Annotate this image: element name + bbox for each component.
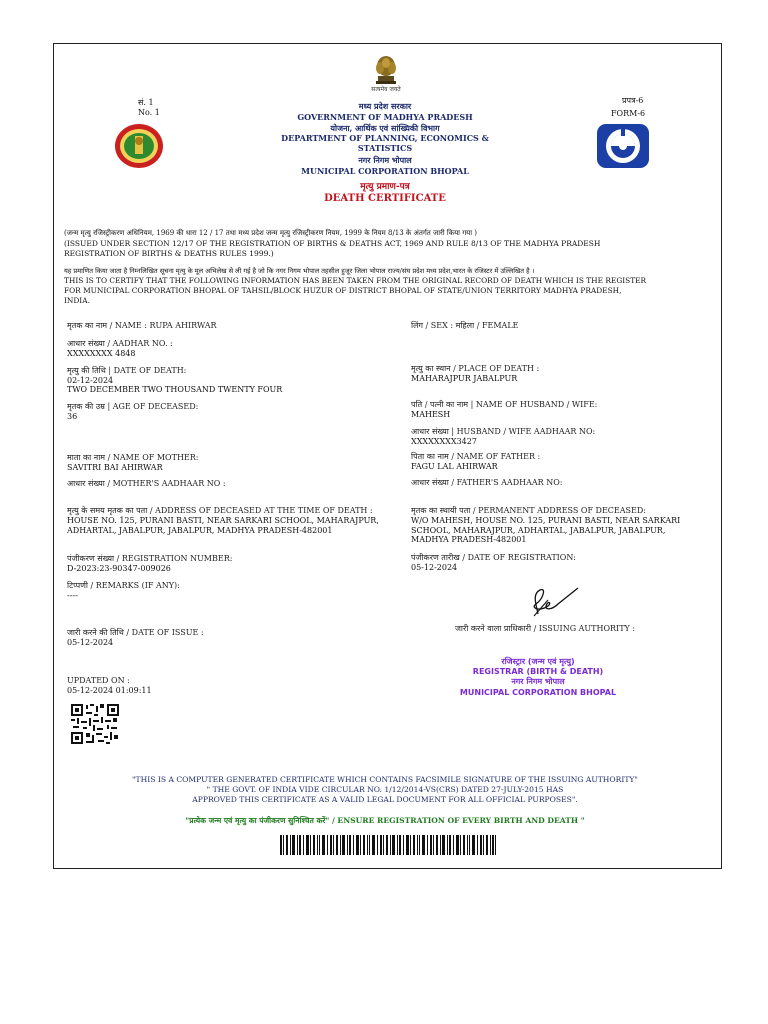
place-value: MAHARAJPUR JABALPUR <box>411 374 518 383</box>
corp-hi: नगर निगम भोपाल <box>358 155 412 165</box>
reg-no-label: पंजीकरण संख्या / REGISTRATION NUMBER: <box>67 554 233 563</box>
state-gov-en: GOVERNMENT OF MADHYA PRADESH <box>297 112 473 122</box>
act-hi: (जन्म मृत्यु रजिस्ट्रीकरण अधिनियम, 1969 की धारा 12 / 17 तथा मध्य प्रदेश जन्म मृत्यु रजिस्ट्रीकरण नियम, 1999 के नियम 8/13 के अंतर्गत जारी किया गया ) <box>64 229 477 237</box>
reg-date-value: 05-12-2024 <box>411 563 458 572</box>
mother-value: SAVITRI BAI AHIRWAR <box>67 463 163 472</box>
emblem-motto: सत्यमेव जयते <box>371 86 401 93</box>
serial-number-hi: सं. 1 <box>138 98 154 107</box>
footer-slogan: "प्रत्येक जन्म एवं मृत्यु का पंजीकरण सुनिश्चित करें" / ENSURE REGISTRATION OF EVERY BIRTH AND DEATH " <box>185 816 585 825</box>
name-field: मृतक का नाम / NAME : RUPA AHIRWAR <box>67 321 217 330</box>
crs-logo-icon <box>595 122 651 170</box>
qr-code-icon <box>70 703 120 745</box>
reg-no-value: D-2023:23-90347-009026 <box>67 564 171 573</box>
footer-note-2: " THE GOVT. OF INDIA VIDE CIRCULAR NO. 1/12/2014-VS(CRS) DATED 27-JULY-2015 HAS <box>206 785 564 794</box>
registrar-line-4: MUNICIPAL CORPORATION BHOPAL <box>459 688 617 697</box>
aadhar-label: आधार संख्या / AADHAR NO. : <box>67 339 173 348</box>
address-line-2: ADHARTAL, JABALPUR, JABALPUR, MADHYA PRADESH-482001 <box>67 526 333 535</box>
perm-address-line-1: W/O MAHESH, HOUSE NO. 125, PURANI BASTI, NEAR SARKARI <box>411 516 681 525</box>
remarks-label: टिप्पणी / REMARKS (IF ANY): <box>67 581 180 590</box>
address-line-1: HOUSE NO. 125, PURANI BASTI, NEAR SARKARI SCHOOL, MAHARAJPUR, <box>67 516 379 525</box>
updated-value: 05-12-2024 01:09:11 <box>67 686 152 695</box>
father-aadhaar-label: आधार संख्या / FATHER'S AADHAAR NO: <box>411 478 563 487</box>
title-hi: मृत्यु प्रमाण-पत्र <box>360 182 410 192</box>
issuing-authority-label: जारी करने वाला प्राधिकारी / ISSUING AUTHORITY : <box>455 624 636 633</box>
dod-value: 02-12-2024 <box>67 376 114 385</box>
registrar-line-3: नगर निगम भोपाल <box>511 677 565 686</box>
dept-en-1: DEPARTMENT OF PLANNING, ECONOMICS & <box>281 133 489 143</box>
barcode-icon <box>280 835 496 855</box>
spouse-label: पति / पत्नी का नाम | NAME OF HUSBAND / WIFE: <box>411 400 598 409</box>
mother-label: माता का नाम / NAME OF MOTHER: <box>67 453 199 462</box>
perm-address-label: मृतक का स्थायी पता / PERMANENT ADDRESS OF DECEASED: <box>411 506 646 515</box>
form-number-en: FORM-6 <box>611 109 646 118</box>
footer-note-3: APPROVED THIS CERTIFICATE AS A VALID LEGAL DOCUMENT FOR ALL OFFICIAL PURPOSES". <box>192 795 578 804</box>
issue-date-value: 05-12-2024 <box>67 638 114 647</box>
address-label: मृत्यु के समय मृतक का पता / ADDRESS OF DECEASED AT THE TIME OF DEATH : <box>67 506 373 515</box>
footer-note-1: "THIS IS A COMPUTER GENERATED CERTIFICATE WHICH CONTAINS FACSIMILE SIGNATURE OF THE ISSUING AUTHORITY" <box>132 775 638 784</box>
title-en: DEATH CERTIFICATE <box>324 193 446 204</box>
father-value: FAGU LAL AHIRWAR <box>411 462 498 471</box>
age-label: मृतक की उम्र | AGE OF DECEASED: <box>67 402 199 411</box>
reg-date-label: पंजीकरण तारीख / DATE OF REGISTRATION: <box>411 553 576 562</box>
certify-en-1: THIS IS TO CERTIFY THAT THE FOLLOWING INFORMATION HAS BEEN TAKEN FROM THE ORIGINAL RECORD OF DEATH WHICH IS THE REGISTER <box>64 276 647 285</box>
spouse-aadhaar-value: XXXXXXXX3427 <box>411 437 477 446</box>
age-value: 36 <box>67 412 78 421</box>
certify-hi: यह प्रमाणित किया जाता है निम्नलिखित सूचना मृत्यु के मूल अभिलेख से ली गई है जो कि नगर निगम भोपाल तहसील हुजूर जिला भोपाल राज्य/संघ प्रदेश मध्य प्रदेश,भारत के रजिस्टर में उल्लिखित है । <box>64 267 535 275</box>
father-label: पिता का नाम / NAME OF FATHER : <box>411 452 541 461</box>
state-gov-hi: मध्य प्रदेश सरकार <box>358 101 412 111</box>
dept-en-2: STATISTICS <box>357 143 413 153</box>
issue-date-label: जारी करने की तिथि / DATE OF ISSUE : <box>67 628 204 637</box>
perm-address-line-3: MADHYA PRADESH-482001 <box>411 535 527 544</box>
sex-field: लिंग / SEX : महिला / FEMALE <box>411 321 519 330</box>
spouse-value: MAHESH <box>411 410 451 419</box>
corp-en: MUNICIPAL CORPORATION BHOPAL <box>301 166 469 176</box>
act-en-1: (ISSUED UNDER SECTION 12/17 OF THE REGISTRATION OF BIRTHS & DEATHS ACT, 1969 AND RULE 8/13 OF THE MADHYA PRADESH <box>64 239 601 248</box>
form-number-hi: प्रपत्र-6 <box>622 96 644 105</box>
aadhar-value: XXXXXXXX 4848 <box>67 349 136 358</box>
dod-label: मृत्यु की तिथि | DATE OF DEATH: <box>67 366 187 375</box>
place-label: मृत्यु का स्थान / PLACE OF DEATH : <box>411 364 540 373</box>
spouse-aadhaar-label: आधार संख्या | HUSBAND / WIFE AADHAAR NO: <box>411 427 596 436</box>
dept-hi: योजना, आर्थिक एवं सांख्यिकी विभाग <box>330 123 440 133</box>
registrar-line-1: रजिस्ट्रार (जन्म एवं मृत्यु) <box>501 657 575 666</box>
signature-icon <box>518 584 582 618</box>
mp-seal-icon <box>114 123 164 169</box>
updated-label: UPDATED ON : <box>67 676 130 685</box>
certify-en-3: INDIA. <box>64 296 90 305</box>
dod-words: TWO DECEMBER TWO THOUSAND TWENTY FOUR <box>67 385 283 394</box>
mother-aadhaar-label: आधार संख्या / MOTHER'S AADHAAR NO : <box>67 479 226 488</box>
national-emblem-icon <box>368 54 404 88</box>
serial-number-en: No. 1 <box>138 108 160 117</box>
remarks-value: ---- <box>67 591 78 600</box>
perm-address-line-2: SCHOOL, MAHARAJPUR, ADHARTAL, JABALPUR, JABALPUR, <box>411 526 666 535</box>
act-en-2: REGISTRATION OF BIRTHS & DEATHS RULES 1999.) <box>64 249 274 258</box>
certify-en-2: FOR MUNICIPAL CORPORATION BHOPAL OF TAHSIL/BLOCK HUZUR OF DISTRICT BHOPAL OF STATE/UNION TERRITORY MADHYA PRADESH, <box>64 286 622 295</box>
registrar-line-2: REGISTRAR (BIRTH & DEATH) <box>472 667 604 676</box>
